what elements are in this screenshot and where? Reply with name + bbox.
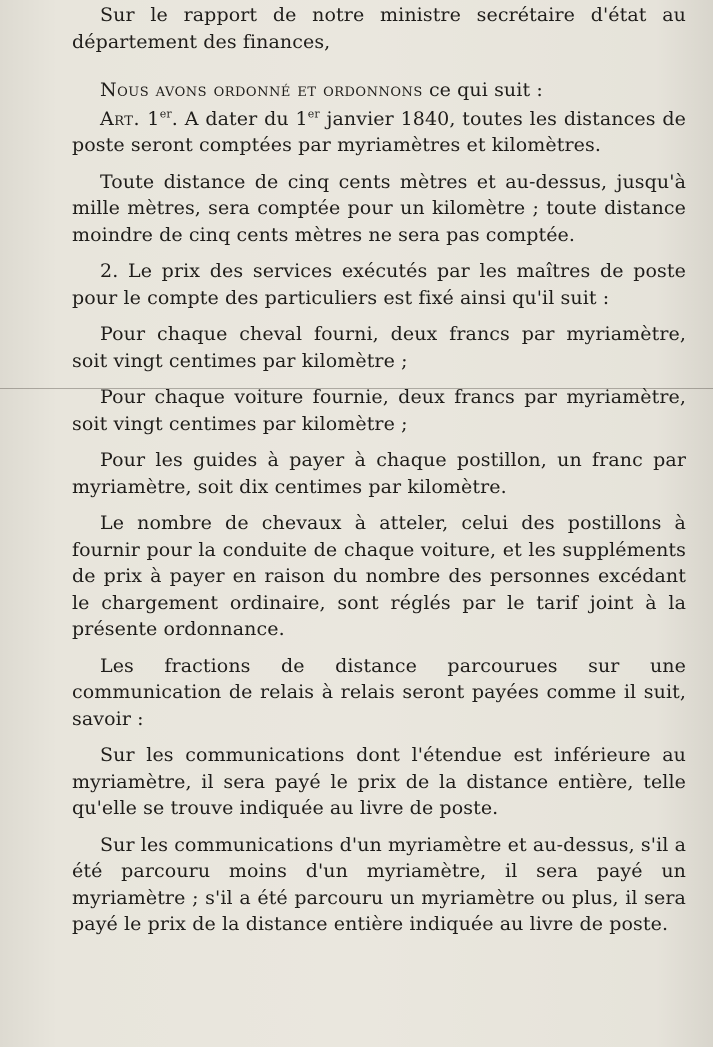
paragraph-inferieure: Sur les communications dont l'étendue est inférieure au myriamètre, il sera payé le prix de la distance entière, telle qu'elle se trouve indiquée au livre de poste. bbox=[72, 744, 686, 819]
article-1-text-sup: er bbox=[307, 107, 320, 121]
ordering-prefix: Nous avons ordonné et ordonnons bbox=[100, 79, 423, 101]
paragraph-nombre: Le nombre de chevaux à atteler, celui des postillons à fournir pour la conduite de chaque voiture, et les suppléments de prix à payer en raison du nombre des personnes excédant le chargement ordinaire, sont réglés par le tarif joint à la présente ordonnance. bbox=[72, 512, 686, 640]
paragraph-cheval: Pour chaque cheval fourni, deux francs par myriamètre, soit vingt centimes par kilomètre ; bbox=[72, 323, 686, 372]
intro-paragraph bbox=[72, 2, 686, 55]
paragraph-distance: Toute distance de cinq cents mètres et au-dessus, jusqu'à mille mètres, sera comptée pour un kilomètre ; toute distance moindre de cinq cents mètres ne sera pas comptée. bbox=[72, 170, 686, 246]
article-1 bbox=[72, 106, 686, 159]
intro-line-1: Sur le rapport de notre ministre secrétaire d'état au département bbox=[72, 4, 686, 53]
paragraph-fractions: Les fractions de distance parcourues sur une communication de relais à relais seront payées comme il suit, savoir : bbox=[72, 654, 686, 730]
paragraph-guides: Pour les guides à payer à chaque postillon, un franc par myriamètre, soit dix centimes par kilomètre. bbox=[72, 449, 686, 498]
ordering-suffix: ce qui suit : bbox=[428, 79, 543, 101]
article-1-text-b: janvier 1840, toutes les distances de poste seront comptées par myriamètres et kilomètres. bbox=[72, 107, 686, 156]
paragraph-voiture: Pour chaque voiture fournie, deux francs par myriamètre, soit vingt centimes par kilomètre ; bbox=[72, 386, 686, 435]
ordinance-text bbox=[72, 2, 686, 948]
ordering-clause bbox=[72, 77, 686, 104]
article-1-label: Art. 1 bbox=[100, 107, 160, 130]
intro-line-2: des finances, bbox=[203, 30, 331, 53]
article-2: 2. Le prix des services exécutés par les maîtres de poste pour le compte des particuliers est fixé ainsi qu'il suit : bbox=[72, 260, 686, 309]
article-1-text-a: . A dater du 1 bbox=[171, 107, 308, 130]
article-1-label-sup: er bbox=[159, 107, 172, 121]
paragraph-dessus: Sur les communications d'un myriamètre et au-dessus, s'il a été parcouru moins d'un myriamètre, il sera payé un myriamètre ; s'il a été parcouru un myriamètre ou plus, il sera payé le prix de la distance entière indiquée au livre de poste. bbox=[72, 833, 686, 935]
